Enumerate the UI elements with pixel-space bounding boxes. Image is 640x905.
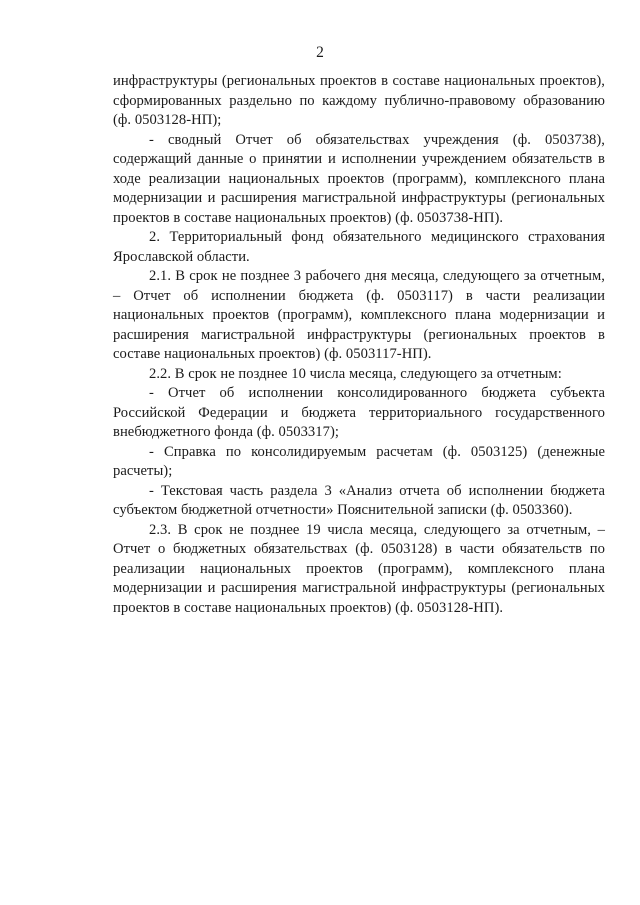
- paragraph-continuation: инфраструктуры (региональных проектов в составе национальных проектов), сформированных раздельно по каждому публично-правовому образованию (ф. 0503128-НП);: [113, 73, 605, 128]
- paragraph-report-0503317: - Отчет об исполнении консолидированного бюджета субъекта Российской Федерации и бюджета территориального государственного внебюджетного фонда (ф. 0503317);: [113, 385, 605, 440]
- paragraph-section-2-heading: 2. Территориальный фонд обязательного медицинского страхования Ярославской области.: [113, 229, 605, 265]
- paragraph-2-1: 2.1. В срок не позднее 3 рабочего дня месяца, следующего за отчетным, – Отчет об исполнении бюджета (ф. 0503117) в части реализации национальных проектов (программ), комплексного плана модернизации и расширения магистральной инфраструктуры (региональных проектов в составе национальных проектов) (ф. 0503117-НП).: [113, 268, 605, 362]
- document-body: [113, 72, 605, 618]
- paragraph-reference-0503125: - Справка по консолидируемым расчетам (ф. 0503125) (денежные расчеты);: [113, 443, 605, 479]
- paragraph-2-2: 2.2. В срок не позднее 10 числа месяца, следующего за отчетным:: [149, 365, 562, 382]
- paragraph-2-3: 2.3. В срок не позднее 19 числа месяца, следующего за отчетным, – Отчет о бюджетных обязательствах (ф. 0503128) в части обязательств по реализации национальных проектов (программ), комплексного плана модернизации и расширения магистральной инфраструктуры (региональных проектов в составе национальных проектов) (ф. 0503128-НП).: [113, 521, 605, 616]
- page-number: 2: [316, 44, 324, 61]
- paragraph-text-part-0503360: - Текстовая часть раздела 3 «Анализ отчета об исполнении бюджета субъектом бюджетной отчетности» Пояснительной записки (ф. 0503360).: [113, 482, 605, 518]
- paragraph-summary-report-0503738: - сводный Отчет об обязательствах учреждения (ф. 0503738), содержащий данные о принятии и исполнении учреждением обязательств в ходе реализации национальных проектов (программ), комплексного плана модернизации и расширения магистральной инфраструктуры (региональных проектов в составе национальных проектов) (ф. 0503738-НП).: [113, 131, 605, 226]
